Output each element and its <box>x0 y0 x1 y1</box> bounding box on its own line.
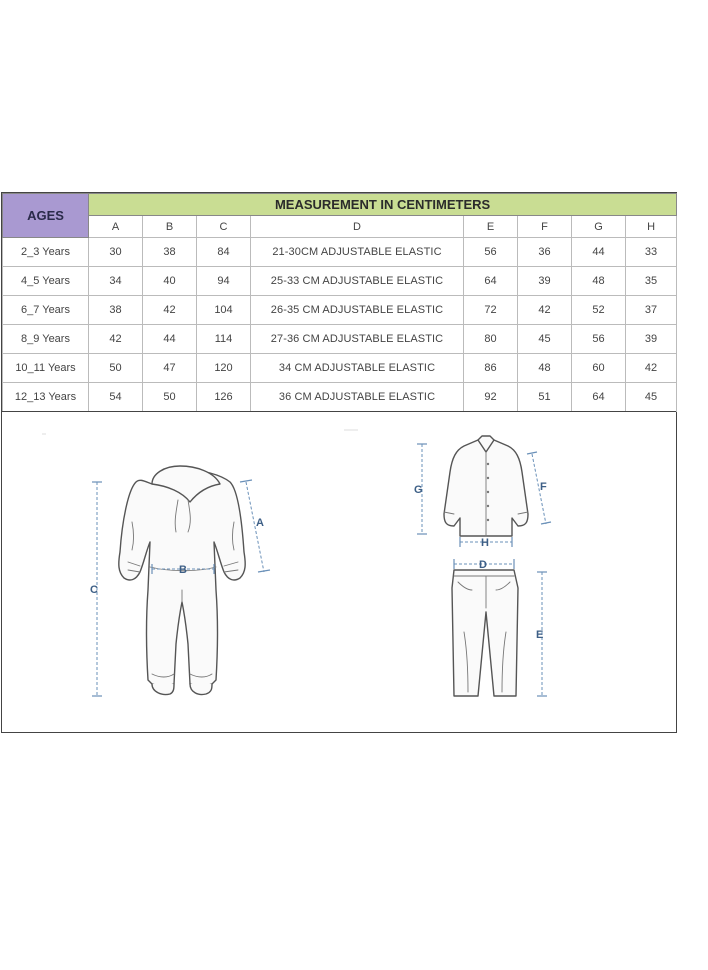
value-cell: 54 <box>89 383 143 412</box>
age-cell: 2_3 Years <box>3 238 89 267</box>
value-cell: 34 <box>89 267 143 296</box>
table-row <box>3 354 677 383</box>
value-cell: 80 <box>464 325 518 354</box>
hooded-jumpsuit-illustration <box>119 466 245 695</box>
size-table <box>2 193 677 412</box>
value-cell: 51 <box>518 383 572 412</box>
value-cell: 36 <box>518 238 572 267</box>
diagram-canvas <box>2 412 676 733</box>
label-d: D <box>479 559 487 571</box>
value-cell: 40 <box>143 267 197 296</box>
value-cell: 86 <box>464 354 518 383</box>
size-chart <box>1 192 677 733</box>
pants-illustration <box>452 570 518 696</box>
elastic-cell: 27-36 CM ADJUSTABLE ELASTIC <box>251 325 464 354</box>
elastic-cell: 26-35 CM ADJUSTABLE ELASTIC <box>251 296 464 325</box>
dimension-d <box>454 559 514 571</box>
value-cell: 47 <box>143 354 197 383</box>
value-cell: 56 <box>572 325 626 354</box>
measurement-diagram <box>2 411 676 733</box>
value-cell: 44 <box>572 238 626 267</box>
value-cell: 104 <box>197 296 251 325</box>
label-g: G <box>414 484 423 496</box>
value-cell: 33 <box>626 238 677 267</box>
elastic-cell: 34 CM ADJUSTABLE ELASTIC <box>251 354 464 383</box>
value-cell: 45 <box>626 383 677 412</box>
age-cell: 10_11 Years <box>3 354 89 383</box>
value-cell: 126 <box>197 383 251 412</box>
label-a: A <box>256 517 264 529</box>
age-cell: 4_5 Years <box>3 267 89 296</box>
value-cell: 48 <box>518 354 572 383</box>
age-cell: 8_9 Years <box>3 325 89 354</box>
table-row <box>3 267 677 296</box>
label-f: F <box>540 481 547 493</box>
value-cell: 120 <box>197 354 251 383</box>
table-row <box>3 296 677 325</box>
column-header-a: A <box>89 216 143 238</box>
value-cell: 60 <box>572 354 626 383</box>
table-row <box>3 383 677 412</box>
value-cell: 42 <box>518 296 572 325</box>
value-cell: 37 <box>626 296 677 325</box>
value-cell: 64 <box>572 383 626 412</box>
value-cell: 84 <box>197 238 251 267</box>
value-cell: 50 <box>143 383 197 412</box>
dimension-f <box>527 452 551 524</box>
ages-header: AGES <box>3 194 89 238</box>
value-cell: 64 <box>464 267 518 296</box>
value-cell: 42 <box>89 325 143 354</box>
value-cell: 72 <box>464 296 518 325</box>
table-row <box>3 325 677 354</box>
shirt-illustration <box>444 436 528 536</box>
value-cell: 42 <box>626 354 677 383</box>
dimension-g <box>414 444 427 534</box>
label-b: B <box>179 564 187 576</box>
label-c: C <box>90 584 98 596</box>
value-cell: 94 <box>197 267 251 296</box>
column-header-e: E <box>464 216 518 238</box>
value-cell: 48 <box>572 267 626 296</box>
column-header-f: F <box>518 216 572 238</box>
value-cell: 45 <box>518 325 572 354</box>
elastic-cell: 36 CM ADJUSTABLE ELASTIC <box>251 383 464 412</box>
value-cell: 92 <box>464 383 518 412</box>
value-cell: 44 <box>143 325 197 354</box>
column-header-g: G <box>572 216 626 238</box>
column-header-d: D <box>251 216 464 238</box>
dimension-h <box>460 537 512 549</box>
value-cell: 39 <box>518 267 572 296</box>
value-cell: 38 <box>143 238 197 267</box>
dimension-c <box>90 482 102 696</box>
column-header-b: B <box>143 216 197 238</box>
value-cell: 38 <box>89 296 143 325</box>
age-cell: 6_7 Years <box>3 296 89 325</box>
elastic-cell: 21-30CM ADJUSTABLE ELASTIC <box>251 238 464 267</box>
column-header-c: C <box>197 216 251 238</box>
value-cell: 52 <box>572 296 626 325</box>
value-cell: 56 <box>464 238 518 267</box>
measurement-title: MEASUREMENT IN CENTIMETERS <box>89 194 677 216</box>
label-h: H <box>481 537 489 549</box>
dimension-e <box>536 572 547 696</box>
age-cell: 12_13 Years <box>3 383 89 412</box>
value-cell: 42 <box>143 296 197 325</box>
value-cell: 30 <box>89 238 143 267</box>
value-cell: 50 <box>89 354 143 383</box>
table-row <box>3 238 677 267</box>
value-cell: 114 <box>197 325 251 354</box>
label-e: E <box>536 629 544 641</box>
value-cell: 39 <box>626 325 677 354</box>
column-header-h: H <box>626 216 677 238</box>
elastic-cell: 25-33 CM ADJUSTABLE ELASTIC <box>251 267 464 296</box>
value-cell: 35 <box>626 267 677 296</box>
